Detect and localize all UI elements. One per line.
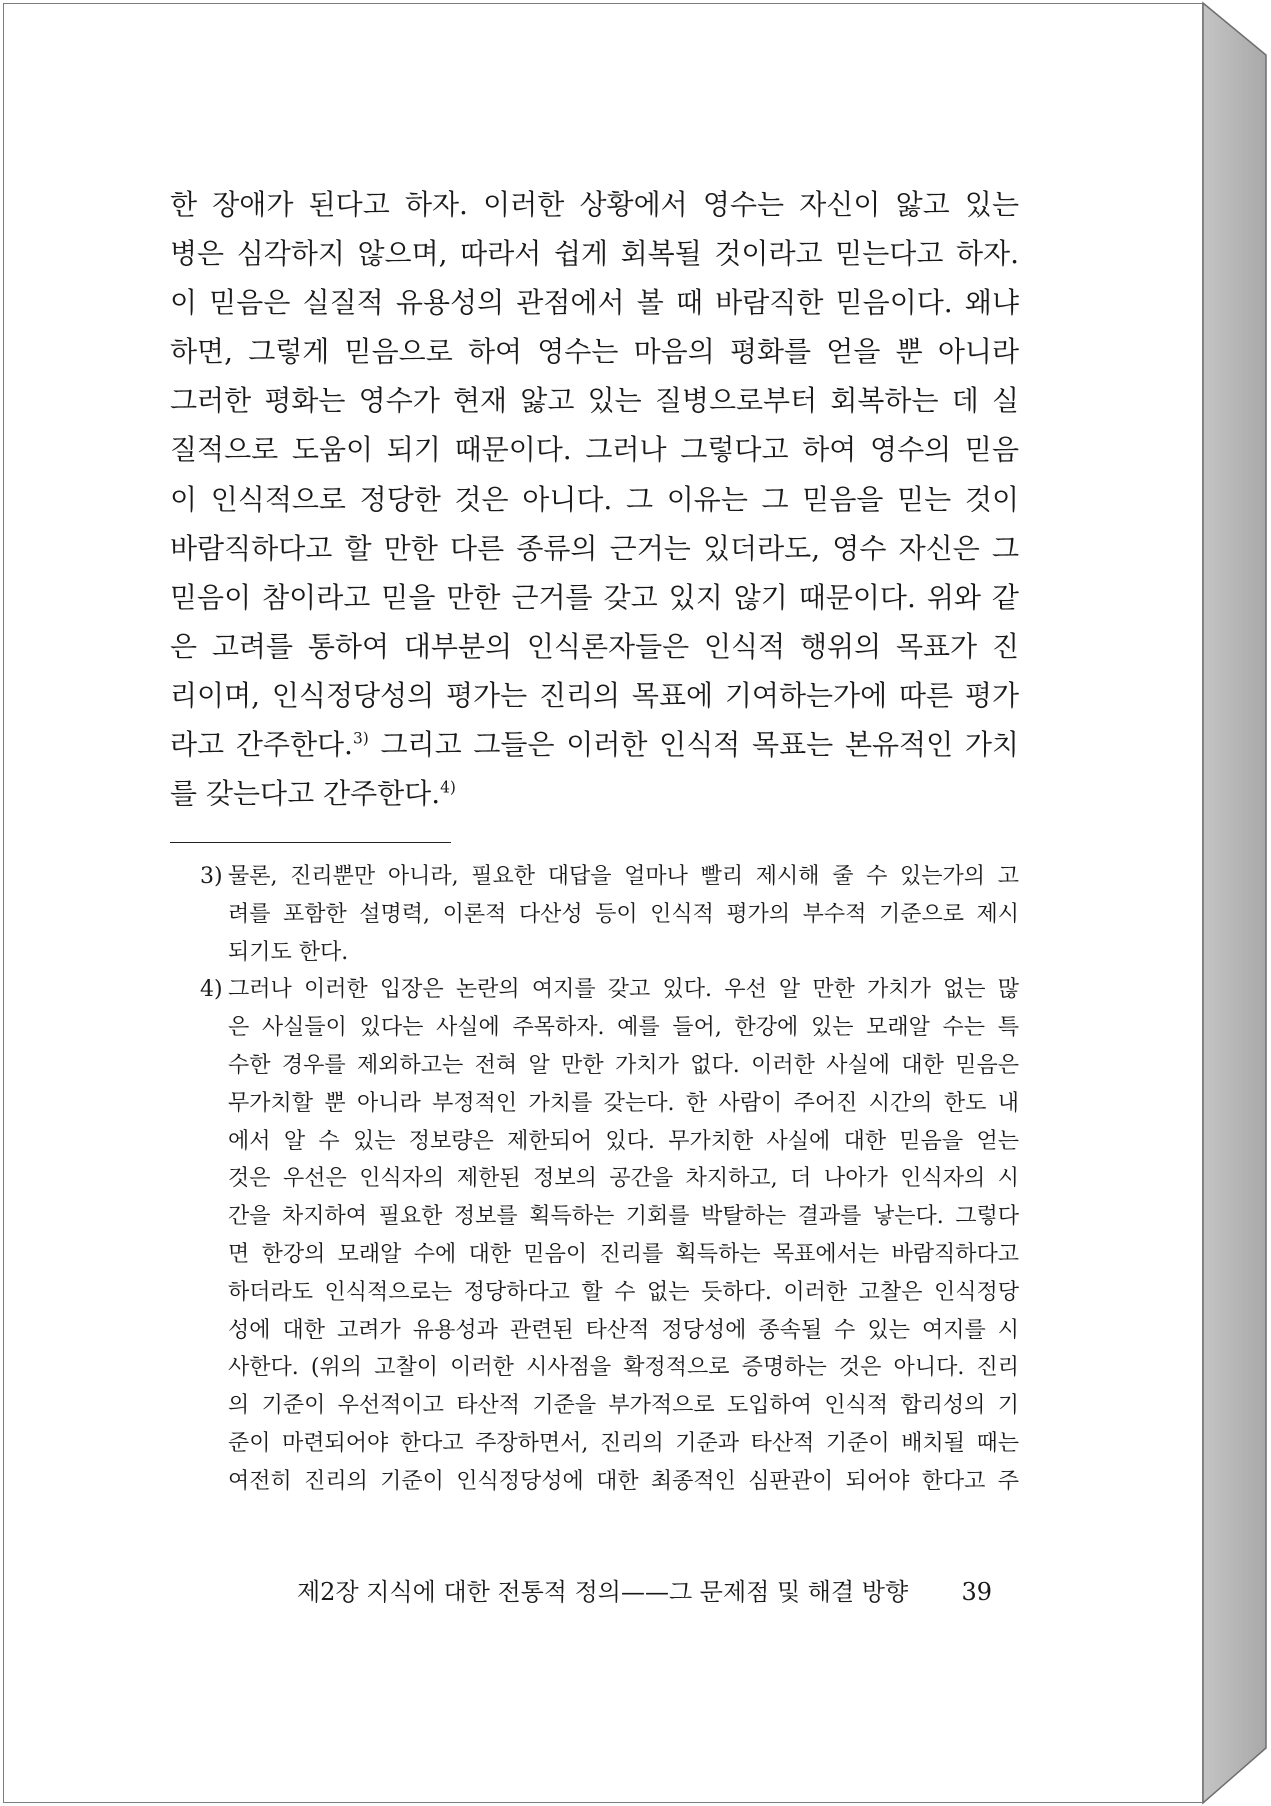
footnote-ref: 4) [440,778,456,797]
footnote-line: 하더라도 인식적으로는 정당하다고 할 수 없는 듯하다. 이러한 고찰은 인식정당 [228,1279,1019,1305]
footnote-line: 수한 경우를 제외하고는 전혀 알 만한 가치가 없다. 이러한 사실에 대한 믿음은 [228,1052,1019,1078]
footnote-line: 것은 우선은 인식자의 제한된 정보의 공간을 차지하고, 더 나아가 인식자의 시 [228,1166,1019,1192]
body-line: 믿음이 참이라고 믿을 만한 근거를 갖고 있지 않기 때문이다. 위와 같 [170,580,1019,614]
body-line [170,720,1019,769]
body-text [170,180,1019,818]
body-line: 그러한 평화는 영수가 현재 앓고 있는 질병으로부터 회복하는 데 실 [170,384,1019,418]
footnote-line: 은 사실들이 있다는 사실에 주목하자. 예를 들어, 한강에 있는 모래알 수는 특 [228,1015,1019,1041]
page-number: 39 [961,1578,992,1606]
body-line: 병은 심각하지 않으며, 따라서 쉽게 회복될 것이라고 믿는다고 하자. [170,237,1019,271]
footnote-line: 면 한강의 모래알 수에 대한 믿음이 진리를 획득하는 목표에서는 바람직하다고 [228,1241,1019,1267]
body-line-text: 그리고 그들은 이러한 인식적 목표는 본유적인 가치 [368,728,1019,762]
body-line [170,769,1019,818]
footnote-ref: 3) [352,729,369,748]
footnotes [170,858,1019,1501]
body-line: 한 장애가 된다고 하자. 이러한 상황에서 영수는 자신이 앓고 있는 [170,188,1019,221]
footnote-line: 되기도 한다. [228,939,349,965]
footnote [170,858,1019,971]
body-line: 하면, 그렇게 믿음으로 하여 영수는 마음의 평화를 얻을 뿐 아니라 [170,335,1019,369]
footnote-marker: 3) [200,864,223,889]
page [3,3,1203,1803]
footnote-separator [170,842,451,843]
footnote [170,971,1019,1500]
body-line: 바람직하다고 할 만한 다른 종류의 근거는 있더라도, 영수 자신은 그 [170,531,1019,565]
body-line-text: 라고 간주한다. [170,728,353,762]
footnote-line: 성에 대한 고려가 유용성과 관련된 타산적 정당성에 종속될 수 있는 여지를 시 [228,1317,1019,1343]
footnote-line: 사한다. (위의 고찰이 이러한 시사점을 확정적으로 증명하는 것은 아니다. 진리 [228,1355,1019,1381]
body-line: 이 인식적으로 정당한 것은 아니다. 그 이유는 그 믿음을 믿는 것이 [170,482,1019,516]
body-line: 질적으로 도움이 되기 때문이다. 그러나 그렇다고 하여 영수의 믿음 [170,433,1019,467]
footer-title: 제2장 지식에 대한 전통적 정의——그 문제점 및 해결 방향 [297,1578,909,1606]
running-footer [297,1574,992,1610]
body-line: 은 고려를 통하여 대부분의 인식론자들은 인식적 행위의 목표가 진 [170,629,1019,663]
body-line-text: 를 갖는다고 간주한다. [170,777,441,811]
body-line: 이 믿음은 실질적 유용성의 관점에서 볼 때 바람직한 믿음이다. 왜냐 [170,286,1019,320]
footnote-line: 려를 포함한 설명력, 이론적 다산성 등이 인식적 평가의 부수적 기준으로 제시 [228,901,1019,927]
footnote-line: 에서 알 수 있는 정보량은 제한되어 있다. 무가치한 사실에 대한 믿음을 얻는 [228,1128,1019,1154]
footnote-line: 무가치할 뿐 아니라 부정적인 가치를 갖는다. 한 사람이 주어진 시간의 한도 내 [228,1090,1019,1116]
footnote-line: 여전히 진리의 기준이 인식정당성에 대한 최종적인 심판관이 되어야 한다고 주 [228,1468,1019,1494]
body-line: 리이며, 인식정당성의 평가는 진리의 목표에 기여하는가에 따른 평가 [170,678,1019,712]
footnote-line: 그러나 이러한 입장은 논란의 여지를 갖고 있다. 우선 알 만한 가치가 없는 많 [228,977,1019,1003]
footnote-marker: 4) [200,977,223,1003]
footnote-line: 간을 차지하여 필요한 정보를 획득하는 기회를 박탈하는 결과를 낳는다. 그렇다 [228,1204,1019,1230]
footnote-line: 의 기준이 우선적이고 타산적 기준을 부가적으로 도입하여 인식적 합리성의 기 [228,1393,1019,1419]
footnote-line: 물론, 진리뿐만 아니라, 필요한 대답을 얼마나 빨리 제시해 줄 수 있는가의 고 [228,864,1019,889]
footnote-line: 준이 마련되어야 한다고 주장하면서, 진리의 기준과 타산적 기준이 배치될 때는 [228,1430,1019,1456]
